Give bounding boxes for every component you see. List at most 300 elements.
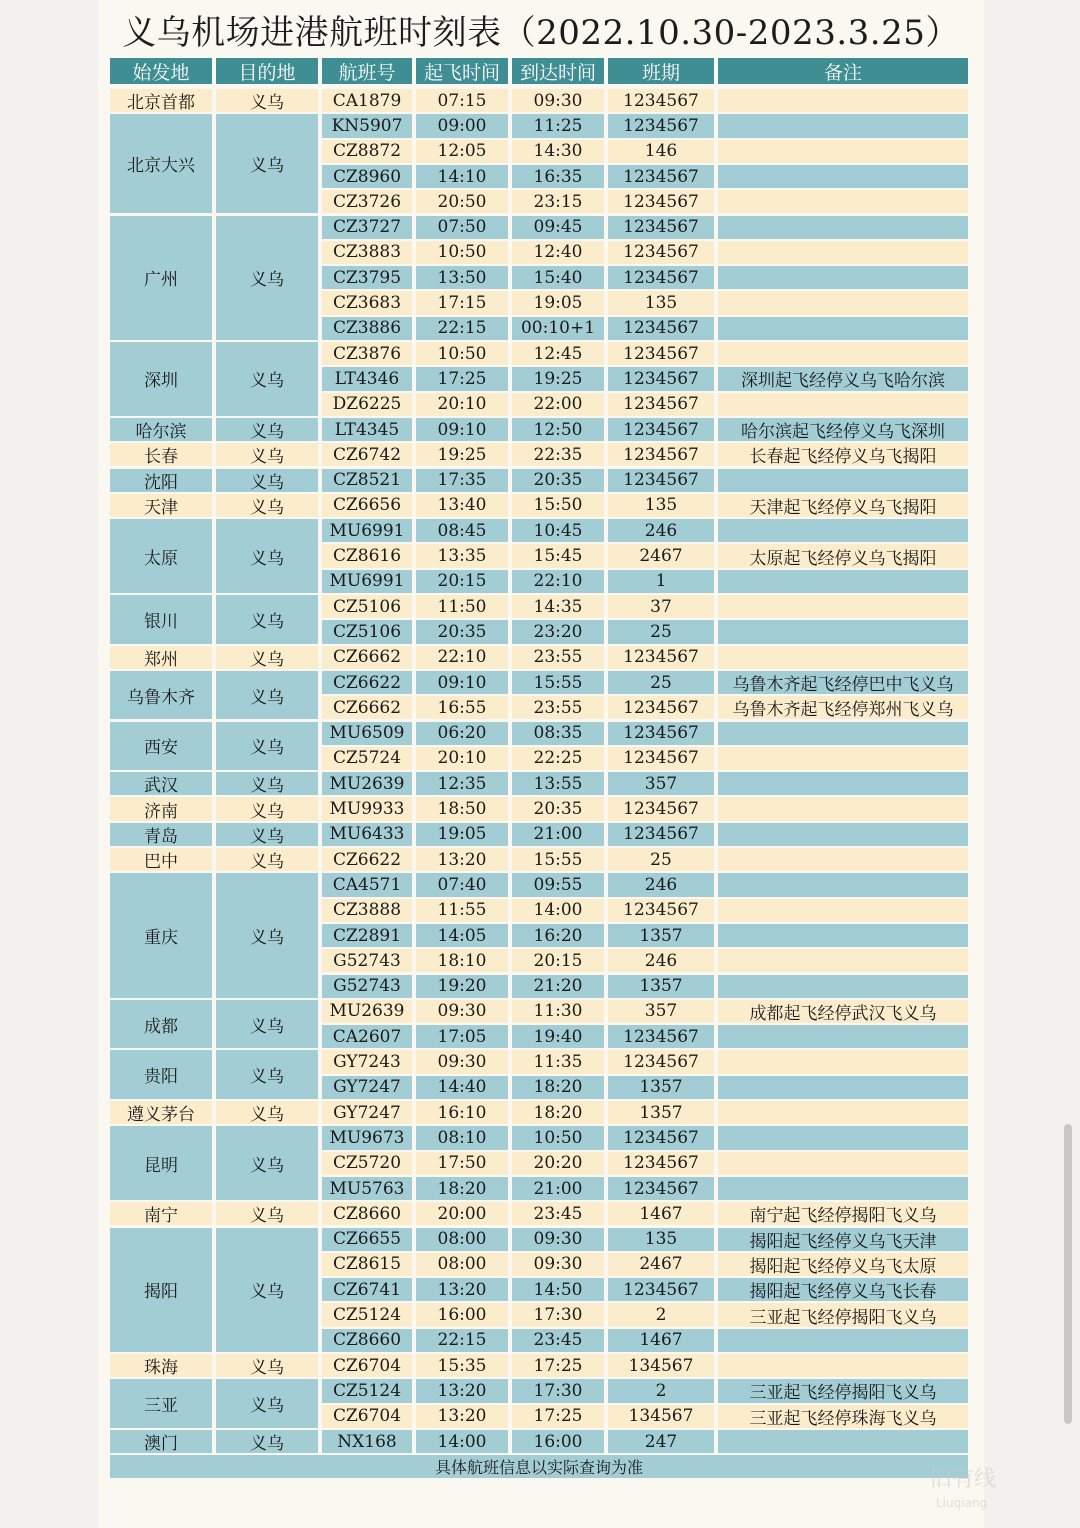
arrival-time: 21:20: [512, 975, 604, 998]
schedule-days: 246: [608, 873, 714, 896]
flight-number: CA4571: [322, 873, 412, 896]
remark: [718, 266, 968, 289]
arrival-time: 20:35: [512, 469, 604, 492]
column-header: 备注: [718, 58, 968, 84]
flight-number: CZ3795: [322, 266, 412, 289]
flight-number: CZ6655: [322, 1228, 412, 1251]
origin-city: 深圳: [110, 342, 212, 416]
flight-number: KN5907: [322, 114, 412, 137]
arrival-time: 14:50: [512, 1278, 604, 1301]
arrival-time: 23:55: [512, 646, 604, 669]
arrival-time: 17:30: [512, 1379, 604, 1402]
arrival-time: 16:20: [512, 924, 604, 947]
remark: [718, 1076, 968, 1099]
remark: [718, 570, 968, 593]
arrival-time: 15:50: [512, 494, 604, 517]
departure-time: 19:05: [416, 823, 508, 846]
flight-number: CZ6662: [322, 696, 412, 719]
departure-time: 13:40: [416, 494, 508, 517]
schedule-days: 1234567: [608, 114, 714, 137]
remark: [718, 1025, 968, 1048]
destination-city: 义乌: [216, 772, 318, 795]
arrival-time: 14:30: [512, 140, 604, 163]
schedule-days: 134567: [608, 1405, 714, 1428]
departure-time: 11:55: [416, 899, 508, 922]
origin-city: 济南: [110, 797, 212, 820]
remark: [718, 1177, 968, 1200]
departure-time: 08:00: [416, 1253, 508, 1276]
schedule-days: 2467: [608, 1253, 714, 1276]
flight-number: DZ6225: [322, 393, 412, 416]
schedule-days: 1234567: [608, 266, 714, 289]
remark: 南宁起飞经停揭阳飞义乌: [718, 1202, 968, 1225]
arrival-time: 20:15: [512, 949, 604, 972]
departure-time: 17:05: [416, 1025, 508, 1048]
column-header: 目的地: [216, 58, 318, 84]
departure-time: 18:10: [416, 949, 508, 972]
arrival-time: 15:55: [512, 671, 604, 694]
departure-time: 10:50: [416, 241, 508, 264]
remark: [718, 873, 968, 896]
arrival-time: 14:35: [512, 595, 604, 618]
schedule-days: 1234567: [608, 165, 714, 188]
destination-city: 义乌: [216, 848, 318, 871]
origin-city: 揭阳: [110, 1228, 212, 1353]
origin-city: 乌鲁木齐: [110, 671, 212, 720]
remark: [718, 469, 968, 492]
remark: [718, 823, 968, 846]
departure-time: 22:10: [416, 646, 508, 669]
arrival-time: 20:35: [512, 797, 604, 820]
departure-time: 17:25: [416, 367, 508, 390]
destination-city: 义乌: [216, 646, 318, 669]
arrival-time: 09:30: [512, 1228, 604, 1251]
flight-number: CZ8660: [322, 1202, 412, 1225]
remark: 三亚起飞经停揭阳飞义乌: [718, 1303, 968, 1326]
remark: [718, 89, 968, 112]
departure-time: 11:50: [416, 595, 508, 618]
remark: [718, 1354, 968, 1377]
origin-city: 珠海: [110, 1354, 212, 1377]
departure-time: 20:00: [416, 1202, 508, 1225]
arrival-time: 17:25: [512, 1354, 604, 1377]
schedule-days: 1234567: [608, 443, 714, 466]
origin-city: 南宁: [110, 1202, 212, 1225]
schedule-days: 1234567: [608, 469, 714, 492]
arrival-time: 12:45: [512, 342, 604, 365]
remark: [718, 342, 968, 365]
remark: [718, 1050, 968, 1073]
flight-number: CZ6622: [322, 848, 412, 871]
remark: 三亚起飞经停揭阳飞义乌: [718, 1379, 968, 1402]
flight-number: MU6433: [322, 823, 412, 846]
origin-city: 贵阳: [110, 1050, 212, 1099]
origin-city: 成都: [110, 1000, 212, 1049]
departure-time: 13:20: [416, 1278, 508, 1301]
flight-number: CZ6662: [322, 646, 412, 669]
schedule-days: 1234567: [608, 797, 714, 820]
arrival-time: 22:00: [512, 393, 604, 416]
departure-time: 19:25: [416, 443, 508, 466]
departure-time: 07:40: [416, 873, 508, 896]
destination-city: 义乌: [216, 216, 318, 341]
flight-number: CZ6622: [322, 671, 412, 694]
arrival-time: 21:00: [512, 823, 604, 846]
remark: 三亚起飞经停珠海飞义乌: [718, 1405, 968, 1428]
schedule-days: 1234567: [608, 722, 714, 745]
schedule-days: 134567: [608, 1354, 714, 1377]
departure-time: 19:20: [416, 975, 508, 998]
origin-city: 西安: [110, 722, 212, 771]
schedule-days: 25: [608, 620, 714, 643]
schedule-days: 1234567: [608, 1126, 714, 1149]
schedule-days: 1234567: [608, 1025, 714, 1048]
arrival-time: 23:15: [512, 190, 604, 213]
arrival-time: 18:20: [512, 1101, 604, 1124]
departure-time: 16:00: [416, 1303, 508, 1326]
flight-number: CZ6704: [322, 1405, 412, 1428]
schedule-days: 1234567: [608, 342, 714, 365]
destination-city: 义乌: [216, 114, 318, 213]
schedule-days: 1234567: [608, 241, 714, 264]
remark: [718, 519, 968, 542]
flight-number: GY7247: [322, 1101, 412, 1124]
flight-number: CZ8660: [322, 1329, 412, 1352]
arrival-time: 10:50: [512, 1126, 604, 1149]
departure-time: 09:30: [416, 1050, 508, 1073]
destination-city: 义乌: [216, 823, 318, 846]
arrival-time: 13:55: [512, 772, 604, 795]
arrival-time: 23:20: [512, 620, 604, 643]
flight-number: CZ3883: [322, 241, 412, 264]
destination-city: 义乌: [216, 1126, 318, 1200]
schedule-days: 1: [608, 570, 714, 593]
departure-time: 20:15: [416, 570, 508, 593]
footer-note: 具体航班信息以实际查询为准: [110, 1455, 968, 1478]
schedule-days: 1357: [608, 924, 714, 947]
arrival-time: 17:25: [512, 1405, 604, 1428]
schedule-days: 1234567: [608, 418, 714, 441]
departure-time: 20:50: [416, 190, 508, 213]
departure-time: 17:15: [416, 291, 508, 314]
arrival-time: 15:55: [512, 848, 604, 871]
departure-time: 22:15: [416, 317, 508, 340]
departure-time: 07:15: [416, 89, 508, 112]
schedule-days: 146: [608, 140, 714, 163]
remark: 长春起飞经停义乌飞揭阳: [718, 443, 968, 466]
arrival-time: 12:50: [512, 418, 604, 441]
remark: [718, 924, 968, 947]
remark: 深圳起飞经停义乌飞哈尔滨: [718, 367, 968, 390]
arrival-time: 19:40: [512, 1025, 604, 1048]
schedule-days: 1234567: [608, 317, 714, 340]
remark: [718, 165, 968, 188]
schedule-days: 1234567: [608, 1177, 714, 1200]
arrival-time: 22:35: [512, 443, 604, 466]
flight-number: LT4345: [322, 418, 412, 441]
schedule-days: 247: [608, 1430, 714, 1453]
departure-time: 09:10: [416, 671, 508, 694]
destination-city: 义乌: [216, 1202, 318, 1225]
departure-time: 08:45: [416, 519, 508, 542]
arrival-time: 12:40: [512, 241, 604, 264]
flight-number: CA2607: [322, 1025, 412, 1048]
origin-city: 北京大兴: [110, 114, 212, 213]
schedule-days: 2467: [608, 544, 714, 567]
schedule-days: 1234567: [608, 899, 714, 922]
remark: [718, 140, 968, 163]
schedule-days: 1357: [608, 975, 714, 998]
schedule-days: 1234567: [608, 393, 714, 416]
flight-number: MU9673: [322, 1126, 412, 1149]
arrival-time: 17:30: [512, 1303, 604, 1326]
arrival-time: 00:10+1: [512, 317, 604, 340]
flight-number: CA1879: [322, 89, 412, 112]
arrival-time: 22:10: [512, 570, 604, 593]
departure-time: 13:20: [416, 1405, 508, 1428]
arrival-time: 08:35: [512, 722, 604, 745]
departure-time: 06:20: [416, 722, 508, 745]
flight-number: CZ5124: [322, 1379, 412, 1402]
arrival-time: 09:30: [512, 89, 604, 112]
departure-time: 13:20: [416, 848, 508, 871]
destination-city: 义乌: [216, 722, 318, 771]
departure-time: 08:00: [416, 1228, 508, 1251]
departure-time: 13:35: [416, 544, 508, 567]
arrival-time: 15:40: [512, 266, 604, 289]
schedule-days: 1357: [608, 1101, 714, 1124]
origin-city: 沈阳: [110, 469, 212, 492]
arrival-time: 21:00: [512, 1177, 604, 1200]
schedule-days: 1234567: [608, 216, 714, 239]
origin-city: 武汉: [110, 772, 212, 795]
remark: [718, 1152, 968, 1175]
departure-time: 18:20: [416, 1177, 508, 1200]
schedule-days: 357: [608, 772, 714, 795]
departure-time: 20:35: [416, 620, 508, 643]
destination-city: 义乌: [216, 1430, 318, 1453]
destination-city: 义乌: [216, 1050, 318, 1099]
origin-city: 三亚: [110, 1379, 212, 1428]
column-header: 到达时间: [512, 58, 604, 84]
destination-city: 义乌: [216, 418, 318, 441]
remark: [718, 291, 968, 314]
origin-city: 银川: [110, 595, 212, 644]
flight-number: MU2639: [322, 1000, 412, 1023]
schedule-days: 135: [608, 1228, 714, 1251]
remark: [718, 216, 968, 239]
origin-city: 昆明: [110, 1126, 212, 1200]
flight-number: CZ8615: [322, 1253, 412, 1276]
flight-number: MU6991: [322, 519, 412, 542]
schedule-days: 1234567: [608, 747, 714, 770]
remark: [718, 1126, 968, 1149]
arrival-time: 11:25: [512, 114, 604, 137]
departure-time: 08:10: [416, 1126, 508, 1149]
remark: [718, 747, 968, 770]
column-header: 班期: [608, 58, 714, 84]
remark: 天津起飞经停义乌飞揭阳: [718, 494, 968, 517]
arrival-time: 23:45: [512, 1202, 604, 1225]
origin-city: 郑州: [110, 646, 212, 669]
remark: [718, 317, 968, 340]
flight-number: CZ6742: [322, 443, 412, 466]
flight-number: CZ6656: [322, 494, 412, 517]
schedule-days: 1357: [608, 1076, 714, 1099]
watermark-subtext: Liuqiang: [936, 1496, 988, 1510]
remark: 成都起飞经停武汉飞义乌: [718, 1000, 968, 1023]
flight-number: CZ3888: [322, 899, 412, 922]
origin-city: 北京首都: [110, 89, 212, 112]
flight-number: CZ3726: [322, 190, 412, 213]
column-header: 航班号: [322, 58, 412, 84]
destination-city: 义乌: [216, 1228, 318, 1353]
remark: 乌鲁木齐起飞经停巴中飞义乌: [718, 671, 968, 694]
departure-time: 13:50: [416, 266, 508, 289]
destination-city: 义乌: [216, 797, 318, 820]
arrival-time: 23:55: [512, 696, 604, 719]
arrival-time: 22:25: [512, 747, 604, 770]
arrival-time: 11:30: [512, 1000, 604, 1023]
schedule-days: 1234567: [608, 646, 714, 669]
remark: [718, 1430, 968, 1453]
schedule-days: 357: [608, 1000, 714, 1023]
remark: [718, 848, 968, 871]
flight-number: CZ5724: [322, 747, 412, 770]
departure-time: 16:55: [416, 696, 508, 719]
flight-number: MU5763: [322, 1177, 412, 1200]
destination-city: 义乌: [216, 873, 318, 998]
destination-city: 义乌: [216, 469, 318, 492]
origin-city: 太原: [110, 519, 212, 593]
schedule-days: 1234567: [608, 367, 714, 390]
flight-number: LT4346: [322, 367, 412, 390]
departure-time: 15:35: [416, 1354, 508, 1377]
schedule-days: 2: [608, 1303, 714, 1326]
remark: [718, 899, 968, 922]
remark: [718, 646, 968, 669]
schedule-days: 1234567: [608, 1152, 714, 1175]
departure-time: 16:10: [416, 1101, 508, 1124]
column-header: 始发地: [110, 58, 212, 84]
remark: [718, 1329, 968, 1352]
origin-city: 巴中: [110, 848, 212, 871]
watermark: [930, 1462, 1040, 1522]
flight-number: CZ3727: [322, 216, 412, 239]
remark: [718, 393, 968, 416]
page-title: 义乌机场进港航班时刻表（2022.10.30-2023.3.25）: [122, 13, 960, 53]
schedule-days: 1234567: [608, 823, 714, 846]
departure-time: 14:00: [416, 1430, 508, 1453]
schedule-days: 246: [608, 519, 714, 542]
column-header: 起飞时间: [416, 58, 508, 84]
remark: 揭阳起飞经停义乌飞太原: [718, 1253, 968, 1276]
remark: [718, 772, 968, 795]
departure-time: 20:10: [416, 747, 508, 770]
flight-number: CZ8616: [322, 544, 412, 567]
flight-number: GY7243: [322, 1050, 412, 1073]
arrival-time: 23:45: [512, 1329, 604, 1352]
arrival-time: 14:00: [512, 899, 604, 922]
flight-number: NX168: [322, 1430, 412, 1453]
flight-number: CZ5720: [322, 1152, 412, 1175]
destination-city: 义乌: [216, 671, 318, 720]
destination-city: 义乌: [216, 443, 318, 466]
scrollbar[interactable]: [1064, 1124, 1072, 1424]
flight-number: CZ5106: [322, 595, 412, 618]
flight-number: MU6991: [322, 570, 412, 593]
remark: 哈尔滨起飞经停义乌飞深圳: [718, 418, 968, 441]
flight-number: CZ6741: [322, 1278, 412, 1301]
departure-time: 22:15: [416, 1329, 508, 1352]
remark: [718, 190, 968, 213]
schedule-days: 37: [608, 595, 714, 618]
origin-city: 长春: [110, 443, 212, 466]
arrival-time: 20:20: [512, 1152, 604, 1175]
remark: [718, 114, 968, 137]
departure-time: 12:05: [416, 140, 508, 163]
schedule-days: 25: [608, 671, 714, 694]
arrival-time: 10:45: [512, 519, 604, 542]
destination-city: 义乌: [216, 1354, 318, 1377]
departure-time: 09:00: [416, 114, 508, 137]
remark: [718, 722, 968, 745]
arrival-time: 09:55: [512, 873, 604, 896]
schedule-days: 1467: [608, 1329, 714, 1352]
destination-city: 义乌: [216, 89, 318, 112]
schedule-days: 1234567: [608, 190, 714, 213]
flight-number: CZ8872: [322, 140, 412, 163]
flight-number: G52743: [322, 975, 412, 998]
departure-time: 10:50: [416, 342, 508, 365]
departure-time: 12:35: [416, 772, 508, 795]
destination-city: 义乌: [216, 1101, 318, 1124]
departure-time: 14:40: [416, 1076, 508, 1099]
schedule-days: 1234567: [608, 89, 714, 112]
schedule-days: 1467: [608, 1202, 714, 1225]
destination-city: 义乌: [216, 519, 318, 593]
flight-number: CZ8960: [322, 165, 412, 188]
departure-time: 14:10: [416, 165, 508, 188]
departure-time: 09:30: [416, 1000, 508, 1023]
flight-number: GY7247: [322, 1076, 412, 1099]
remark: [718, 1101, 968, 1124]
departure-time: 17:35: [416, 469, 508, 492]
destination-city: 义乌: [216, 1379, 318, 1428]
origin-city: 青岛: [110, 823, 212, 846]
origin-city: 天津: [110, 494, 212, 517]
origin-city: 广州: [110, 216, 212, 341]
arrival-time: 16:35: [512, 165, 604, 188]
departure-time: 14:05: [416, 924, 508, 947]
watermark-text: 旧有线: [930, 1467, 997, 1492]
schedule-days: 246: [608, 949, 714, 972]
flight-number: MU9933: [322, 797, 412, 820]
schedule-days: 1234567: [608, 696, 714, 719]
remark: [718, 241, 968, 264]
remark: [718, 975, 968, 998]
flight-number: G52743: [322, 949, 412, 972]
schedule-days: 2: [608, 1379, 714, 1402]
flight-number: CZ6704: [322, 1354, 412, 1377]
arrival-time: 19:25: [512, 367, 604, 390]
remark: [718, 949, 968, 972]
flight-number: MU2639: [322, 772, 412, 795]
flight-number: CZ2891: [322, 924, 412, 947]
remark: [718, 595, 968, 618]
remark: 揭阳起飞经停义乌飞天津: [718, 1228, 968, 1251]
origin-city: 重庆: [110, 873, 212, 998]
